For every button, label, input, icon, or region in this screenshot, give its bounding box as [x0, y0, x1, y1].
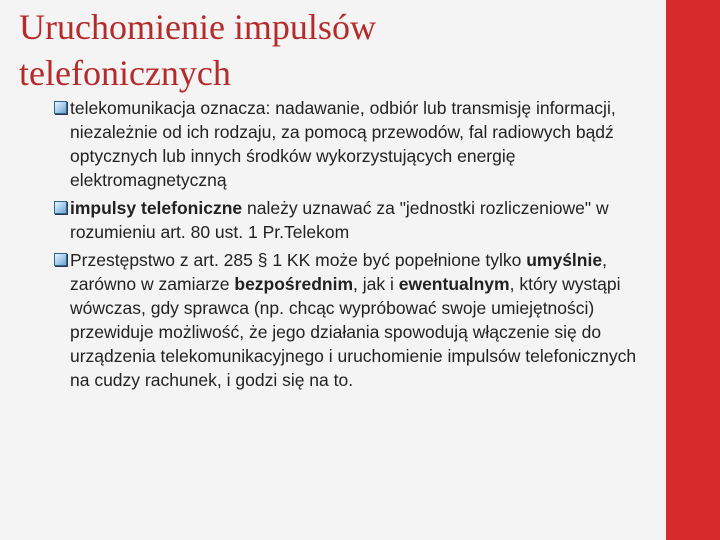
bullet-list [54, 96, 654, 396]
bullet-text: telekomunikacja oznacza: nadawanie, odbiór lub transmisję informacji, niezależnie od ich rodzaju, za pomocą przewodów, fal radiowych bądź optycznych lub innych środków wykorzystujących energię elektromagnetyczną [70, 98, 616, 190]
bullet-text-part: , który wystąpi wówczas, gdy sprawca (np. chcąc wypróbować swoje umiejętności) przewiduje możliwość, że jego działania spowodują włączenie się do urządzenia telekomunikacyjnego i uruchomienie impulsów telefonicznych na cudzy rachunek, i godzi się na to. [70, 274, 637, 390]
bullet-item [54, 196, 654, 244]
bullet-bold-term: umyślnie [526, 250, 603, 270]
slide-title [19, 4, 376, 96]
checkbox-bullet-icon [54, 201, 67, 214]
slide-title-line-1: Uruchomienie impulsów [19, 7, 376, 47]
bullet-item [54, 248, 654, 392]
slide-title-line-2: telefonicznych [19, 53, 231, 93]
bullet-text-part: Przestępstwo z art. 285 § 1 KK może być popełnione tylko [70, 250, 527, 270]
bullet-bold-lead: impulsy telefoniczne [70, 198, 243, 218]
bullet-bold-term: ewentualnym [398, 274, 510, 294]
bullet-text-part: , jak i [353, 274, 399, 294]
accent-bar [666, 0, 720, 540]
bullet-bold-term: bezpośrednim [234, 274, 354, 294]
checkbox-bullet-icon [54, 101, 67, 114]
bullet-text: należy uznawać za "jednostki rozliczeniowe" w rozumieniu art. 80 ust. 1 Pr.Telekom [70, 198, 609, 242]
bullet-text-part: , zarówno w zamiarze [70, 250, 607, 294]
checkbox-bullet-icon [54, 253, 67, 266]
bullet-item [54, 96, 654, 192]
